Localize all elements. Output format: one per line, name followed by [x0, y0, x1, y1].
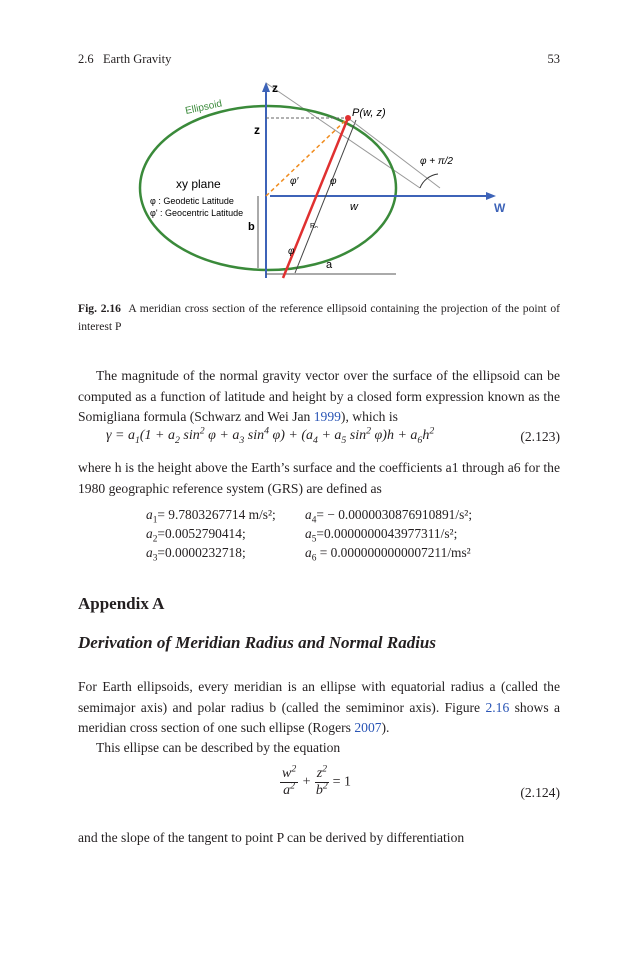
z-axis-arrow [262, 82, 270, 92]
point-p-label: P(w, z) [352, 107, 386, 119]
paragraph-ellipse-equation-intro: This ellipse can be described by the equation [96, 740, 341, 755]
z-axis-label: z [272, 81, 278, 95]
appendix-subheading: Derivation of Meridian Radius and Normal Radius [78, 633, 437, 652]
z-label: z [254, 123, 260, 137]
p3-text-b: shows a meridian cross section of one such ellipse (Rogers [78, 699, 561, 735]
fraction-z-b: $\frac{z^2}{b^2}$ [315, 763, 328, 798]
running-header [78, 52, 171, 67]
citation-1999[interactable]: 1999 [313, 409, 341, 424]
point-p [345, 115, 351, 121]
phi-prime-label: φ′ [290, 176, 299, 187]
angle-arc [420, 174, 438, 188]
ellipsoid-label: Ellipsoid [184, 98, 224, 117]
paragraph-ellipse-intro [78, 677, 560, 739]
xy-plane-label: xy plane [176, 177, 221, 191]
section-title: Earth Gravity [103, 52, 172, 66]
p3-text-c: ). [381, 720, 390, 735]
citation-2007[interactable]: 2007 [354, 720, 382, 735]
b-label: b [248, 221, 255, 233]
caption-label: Fig. 2.16 [78, 302, 121, 315]
eq124-rhs: = 1 [332, 774, 351, 790]
figure-caption [78, 300, 560, 336]
coef-a5: $a_5=0.0000000043977311/s^2$; [305, 526, 458, 545]
fraction-w-a: $\frac{w^2}{a^2}$ [282, 763, 297, 798]
appendix-heading: Appendix A [78, 594, 165, 613]
section-number: 2.6 [78, 52, 94, 66]
coef-a1: $a_1= 9.7803267714$ m/s²; [146, 507, 276, 526]
equation-2-124: $\frac{w^2}{a^2}$ + $\frac{z^2}{b^2}$ = 1 [282, 763, 351, 798]
p3-text-a: For Earth ellipsoids, every meridian is an ellipse with equatorial radius a (called the semimajor axis) and polar radius b (called the semiminor axis). Figure [78, 679, 560, 715]
equation-number-2-124: (2.124) [520, 785, 560, 800]
phi-lower-label: φ [288, 246, 295, 257]
paragraph-slope-tangent: and the slope of the tangent to point P can be derived by differentiation [78, 830, 465, 845]
phi-label: φ [330, 176, 337, 187]
legend-geocentric: φ' : Geocentric Latitude [150, 208, 244, 218]
paragraph-somigliana [78, 366, 560, 428]
angle-label: φ + π/2 [420, 156, 453, 167]
paragraph-coefficients-intro: where h is the height above the Earth’s surface and the coefficients a1 through a6 for the 1980 geographic reference system (GRS) are defined as [78, 460, 560, 496]
w-axis-arrow [486, 192, 496, 200]
rn-label: Rₙ [310, 223, 318, 230]
tangent-guide-line [266, 83, 420, 188]
coef-a2: $a_2=0.0052790414$; [146, 526, 246, 545]
figure-ref-2-16[interactable]: 2.16 [485, 699, 510, 715]
w-axis-label: W [494, 201, 506, 215]
coef-a4: $a_4= - 0.0000030876910891/s^2$; [305, 507, 473, 526]
coefficients-right-column [305, 505, 472, 562]
equation-number-2-123: (2.123) [520, 429, 560, 444]
legend-geodetic: φ : Geodetic Latitude [150, 196, 234, 206]
w-label: w [350, 201, 358, 213]
coef-a6: $a_6 = 0.0000000000007211/ms^2$ [305, 545, 471, 564]
caption-text: A meridian cross section of the reference ellipsoid containing the projection of the point of interest P [78, 302, 560, 333]
coef-a3: $a_3=0.0000232718$; [146, 545, 246, 564]
a-label: a [326, 259, 333, 271]
p1-text-b: ), which is [340, 409, 398, 424]
page-number: 53 [547, 52, 560, 66]
p1-text-a: The magnitude of the normal gravity vector over the surface of the ellipsoid can be computed as a function of latitude and height by a closed form expression known as the Somigliana formula (Schwarz and Wei Jan [78, 368, 560, 424]
equation-2-123: $\gamma = a_1(1 + a_2$ $\sin^2 \varphi + a_3$ $\sin^4 \varphi) + (a_4 + a_5$ $\sin^2 \varphi)h + a_6h^2$ [106, 425, 435, 446]
figure-meridian-ellipse [120, 78, 520, 288]
coefficients-left-column [146, 505, 276, 562]
